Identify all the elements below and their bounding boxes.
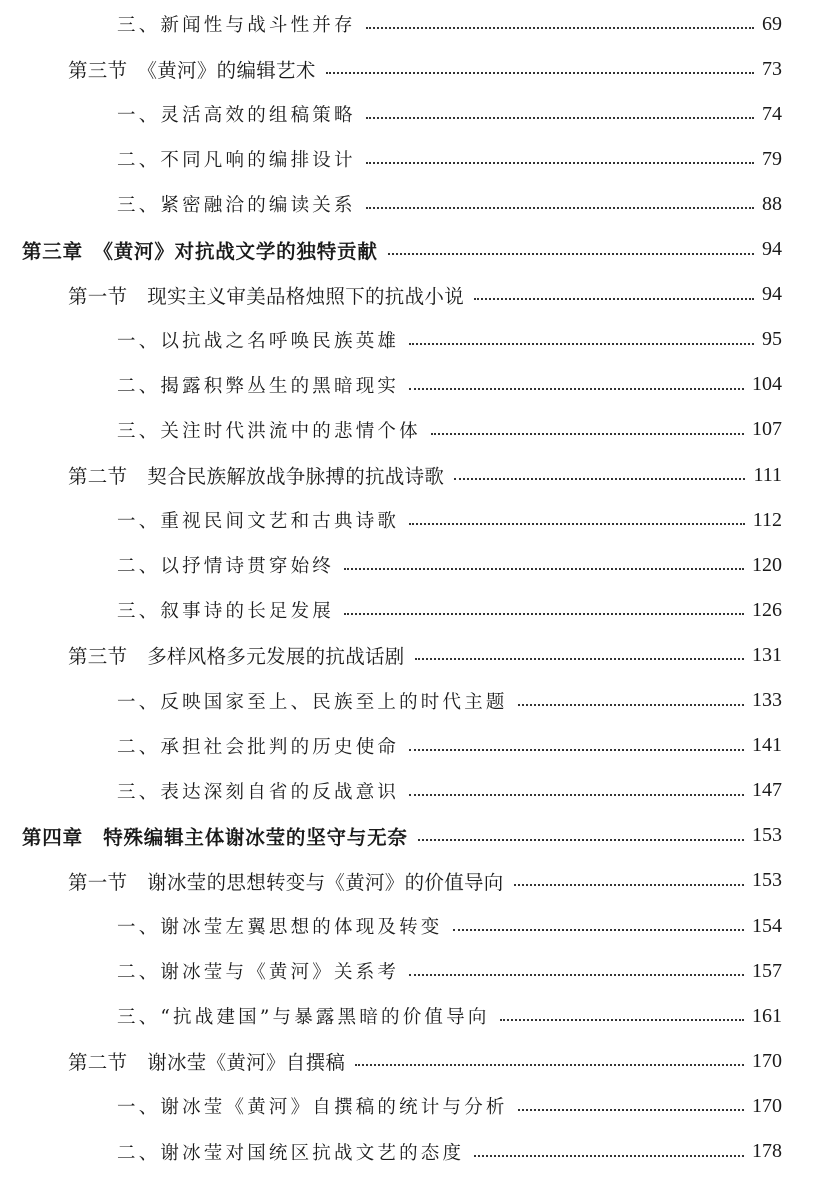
toc-entry-title: 二、承担社会批判的历史使命 — [117, 736, 400, 758]
toc-entry-title: 第二节 谢冰莹《黄河》自撰稿 — [68, 1051, 346, 1075]
dot-leader — [409, 747, 744, 751]
toc-entry-title: 一、谢冰莹《黄河》自撰稿的统计与分析 — [117, 1097, 508, 1119]
dot-leader — [409, 521, 745, 525]
dot-leader — [415, 656, 744, 660]
toc-item-entry[interactable] — [0, 365, 834, 405]
toc-item-entry[interactable] — [0, 500, 834, 540]
toc-page-number: 94 — [762, 283, 782, 306]
toc-page-number: 104 — [752, 373, 782, 396]
dot-leader — [344, 611, 744, 615]
toc-entry-title: 一、灵活高效的组稿策略 — [117, 105, 356, 127]
toc-entry-title: 二、不同凡响的编排设计 — [117, 150, 356, 172]
dot-leader — [409, 341, 754, 345]
toc-page-number: 170 — [752, 1094, 782, 1117]
toc-section-entry[interactable] — [0, 1041, 834, 1081]
dot-leader — [409, 972, 744, 976]
toc-entry-title: 三、表达深刻自省的反战意识 — [117, 781, 400, 803]
dot-leader — [474, 1153, 744, 1157]
dot-leader — [326, 70, 754, 74]
toc-entry-title: 第四章 特殊编辑主体谢冰莹的坚守与无奈 — [22, 825, 408, 849]
toc-chapter-entry[interactable] — [0, 816, 834, 856]
toc-item-entry[interactable] — [0, 996, 834, 1036]
toc-page-number: 131 — [752, 643, 782, 666]
dot-leader — [453, 927, 744, 931]
toc-item-entry[interactable] — [0, 410, 834, 450]
toc-entry-title: 一、谢冰莹左翼思想的体现及转变 — [117, 917, 443, 938]
toc-entry-title: 二、揭露积弊丛生的黑暗现实 — [117, 375, 400, 397]
toc-entry-title: 三、叙事诗的长足发展 — [117, 601, 335, 623]
toc-page-number: 133 — [752, 689, 782, 711]
toc-entry-title: 一、重视民间文艺和古典诗歌 — [117, 511, 400, 533]
dot-leader — [366, 205, 754, 209]
toc-entry-title: 二、谢冰莹对国统区抗战文艺的态度 — [117, 1142, 465, 1164]
toc-item-entry[interactable] — [0, 590, 834, 630]
toc-page-number: 153 — [752, 824, 782, 847]
dot-leader — [409, 386, 744, 390]
toc-chapter-entry[interactable] — [0, 230, 834, 270]
toc-page-number: 94 — [762, 238, 782, 260]
toc-page-number: 153 — [752, 869, 782, 892]
toc-page-number: 154 — [752, 914, 782, 937]
toc-section-entry[interactable] — [0, 275, 834, 315]
dot-leader — [355, 1062, 744, 1066]
toc-item-entry[interactable] — [0, 139, 834, 179]
toc-item-entry[interactable] — [0, 545, 834, 585]
toc-entry-title: 一、反映国家至上、民族至上的时代主题 — [117, 691, 508, 713]
toc-section-entry[interactable] — [0, 455, 834, 495]
toc-item-entry[interactable] — [0, 1086, 834, 1126]
toc-page-number: 157 — [752, 959, 782, 982]
toc-page-number: 147 — [752, 779, 782, 802]
toc-item-entry[interactable] — [0, 320, 834, 360]
toc-entry-title: 二、谢冰莹与《黄河》关系考 — [117, 962, 400, 984]
toc-item-entry[interactable] — [0, 4, 834, 44]
toc-entry-title: 三、“抗战建国”与暴露黑暗的价值导向 — [117, 1007, 490, 1029]
toc-page-number: 111 — [753, 463, 782, 486]
toc-page-number: 88 — [762, 192, 782, 215]
toc-section-entry[interactable] — [0, 49, 834, 89]
dot-leader — [474, 296, 754, 300]
dot-leader — [518, 1107, 744, 1111]
dot-leader — [418, 837, 744, 841]
toc-entry-title: 一、以抗战之名呼唤民族英雄 — [117, 330, 400, 352]
toc-page-number: 79 — [762, 147, 782, 170]
toc-item-entry[interactable] — [0, 906, 834, 946]
toc-item-entry[interactable] — [0, 771, 834, 811]
toc-entry-title: 第二节 契合民族解放战争脉搏的抗战诗歌 — [68, 465, 445, 488]
toc-page-number: 120 — [752, 553, 782, 576]
dot-leader — [454, 476, 745, 480]
dot-leader — [500, 1017, 744, 1021]
toc-page-number: 161 — [752, 1004, 782, 1027]
toc-entry-title: 三、新闻性与战斗性并存 — [117, 15, 356, 36]
toc-item-entry[interactable] — [0, 726, 834, 766]
toc-page-number: 112 — [752, 508, 782, 531]
toc-page-number: 107 — [752, 418, 782, 441]
toc-entry-title: 第一节 现实主义审美品格烛照下的抗战小说 — [68, 284, 465, 308]
dot-leader — [366, 160, 754, 164]
toc-entry-title: 第一节 谢冰莹的思想转变与《黄河》的价值导向 — [68, 870, 504, 894]
dot-leader — [431, 431, 744, 435]
toc-page-number: 95 — [762, 328, 782, 351]
toc-page-number: 74 — [762, 102, 782, 125]
dot-leader — [514, 882, 744, 886]
toc-item-entry[interactable] — [0, 1132, 834, 1172]
toc-page-number: 178 — [752, 1140, 782, 1162]
toc-entry-title: 三、关注时代洪流中的悲情个体 — [117, 420, 421, 442]
dot-leader — [366, 115, 754, 119]
toc-item-entry[interactable] — [0, 94, 834, 134]
toc-entry-title: 二、以抒情诗贯穿始终 — [117, 556, 335, 578]
toc-page-number: 170 — [752, 1049, 782, 1072]
toc-entry-title: 第三章 《黄河》对抗战文学的独特贡献 — [22, 239, 378, 263]
toc-page-number: 69 — [762, 12, 782, 35]
dot-leader — [344, 566, 744, 570]
toc-page-number: 141 — [752, 734, 782, 757]
toc-page-number: 73 — [762, 57, 782, 80]
dot-leader — [388, 251, 754, 255]
toc-item-entry[interactable] — [0, 681, 834, 721]
toc-section-entry[interactable] — [0, 635, 834, 675]
toc-section-entry[interactable] — [0, 861, 834, 901]
toc-page-number: 126 — [752, 598, 782, 621]
toc-entry-title: 第三节 多样风格多元发展的抗战话剧 — [68, 645, 405, 669]
dot-leader — [518, 702, 744, 706]
dot-leader — [409, 792, 744, 796]
dot-leader — [366, 25, 754, 29]
toc-item-entry[interactable] — [0, 951, 834, 991]
toc-item-entry[interactable] — [0, 184, 834, 224]
toc-entry-title: 第三节 《黄河》的编辑艺术 — [68, 59, 316, 83]
toc-entry-title: 三、紧密融洽的编读关系 — [117, 195, 356, 217]
